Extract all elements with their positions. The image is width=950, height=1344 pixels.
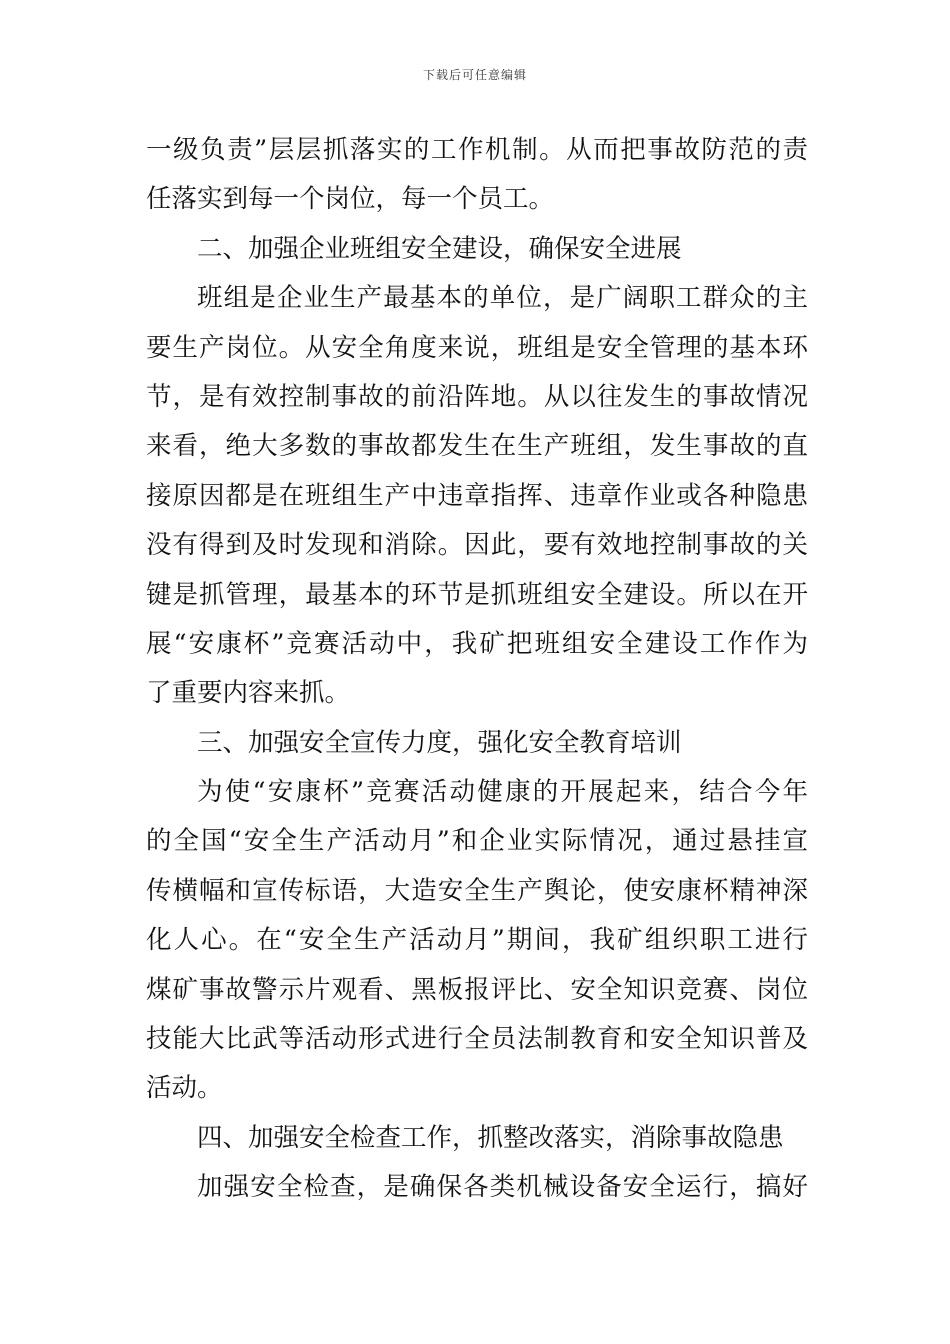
text-line: 的全国“安全生产活动月”和企业实际情况，通过悬挂宣	[146, 826, 808, 857]
text-line: 传横幅和宣传标语，大造安全生产舆论，使安康杯精神深	[146, 875, 808, 906]
document-body	[146, 126, 808, 1213]
text-line: 四、加强安全检查工作，抓整改落实，消除事故隐患	[197, 1122, 784, 1153]
text-line: 化人心。在“安全生产活动月”期间，我矿组织职工进行	[146, 925, 808, 956]
text-line: 键是抓管理，最基本的环节是抓班组安全建设。所以在开	[146, 579, 808, 610]
text-line: 没有得到及时发现和消除。因此，要有效地控制事故的关	[146, 530, 808, 561]
text-line: 三、加强安全宣传力度，强化安全教育培训	[197, 727, 682, 758]
text-line: 煤矿事故警示片观看、黑板报评比、安全知识竞赛、岗位	[146, 974, 808, 1005]
text-line: 为使“安康杯”竞赛活动健康的开展起来，结合今年	[197, 777, 808, 808]
text-line: 要生产岗位。从安全角度来说，班组是安全管理的基本环	[146, 332, 808, 363]
text-line: 二、加强企业班组安全建设，确保安全进展	[197, 233, 682, 264]
text-line: 节，是有效控制事故的前沿阵地。从以往发生的事故情况	[146, 381, 808, 412]
text-line: 加强安全检查，是确保各类机械设备安全运行，搞好	[197, 1172, 808, 1203]
text-line: 接原因都是在班组生产中违章指挥、违章作业或各种隐患	[146, 480, 808, 511]
text-line: 活动。	[146, 1073, 223, 1104]
text-line: 任落实到每一个岗位，每一个员工。	[146, 184, 555, 215]
text-line: 了重要内容来抓。	[146, 678, 351, 709]
text-line: 来看，绝大多数的事故都发生在生产班组，发生事故的直	[146, 431, 808, 462]
text-line: 技能大比武等活动形式进行全员法制教育和安全知识普及	[146, 1024, 808, 1055]
text-line: 展“安康杯”竞赛活动中，我矿把班组安全建设工作作为	[146, 628, 808, 659]
text-line: 一级负责”层层抓落实的工作机制。从而把事故防范的责	[146, 135, 808, 165]
page-header: 下载后可任意编辑	[422, 68, 527, 82]
text-line: 班组是企业生产最基本的单位，是广阔职工群众的主	[197, 283, 808, 314]
